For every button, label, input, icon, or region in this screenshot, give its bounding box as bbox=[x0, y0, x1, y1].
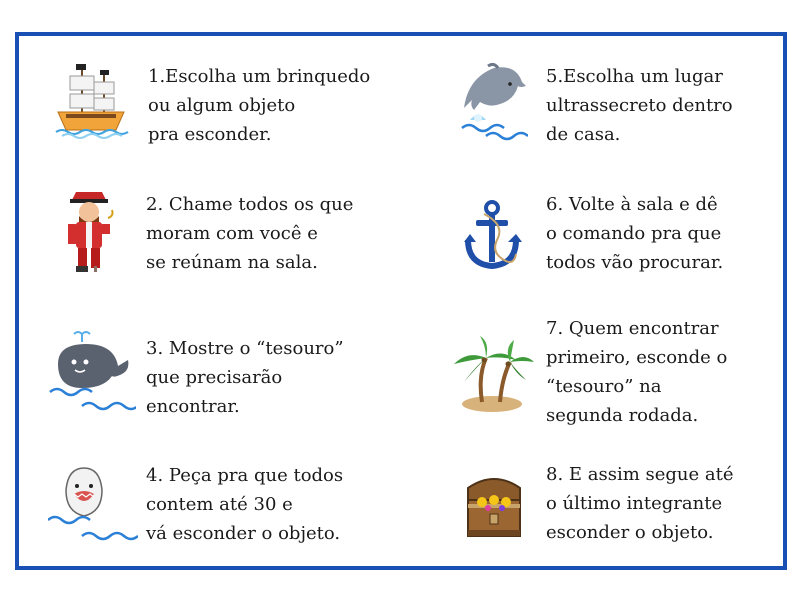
step-4-text: 4. Peça pra que todos contem até 30 e vá esconder o objeto. bbox=[146, 465, 344, 544]
step-2-text: 2. Chame todos os que moram com você e se reúnam na sala. bbox=[146, 194, 354, 273]
whale-icon bbox=[48, 328, 136, 414]
step-7-text: 7. Quem encontrar primeiro, esconde o “tesouro” na segunda rodada. bbox=[546, 318, 728, 426]
step-6-text: 6. Volte à sala e dê o comando pra que todos vão procurar. bbox=[546, 194, 724, 273]
palm-island-icon bbox=[448, 336, 534, 416]
step-3-text: 3. Mostre o “tesouro” que precisarão encontrar. bbox=[146, 338, 344, 417]
step-1-text: 1.Escolha um brinquedo ou algum objeto pra esconder. bbox=[148, 66, 371, 145]
step-8-text: 8. E assim segue até o último integrante esconder o objeto. bbox=[546, 464, 734, 543]
pirate-captain-icon bbox=[64, 188, 114, 274]
treasure-chest-icon bbox=[462, 474, 526, 542]
step-5-text: 5.Escolha um lugar ultrassecreto dentro de casa. bbox=[546, 66, 733, 145]
dolphin-icon bbox=[458, 62, 528, 142]
anchor-icon bbox=[464, 200, 524, 272]
shark-icon bbox=[48, 466, 138, 546]
pirate-ship-icon bbox=[52, 60, 130, 140]
